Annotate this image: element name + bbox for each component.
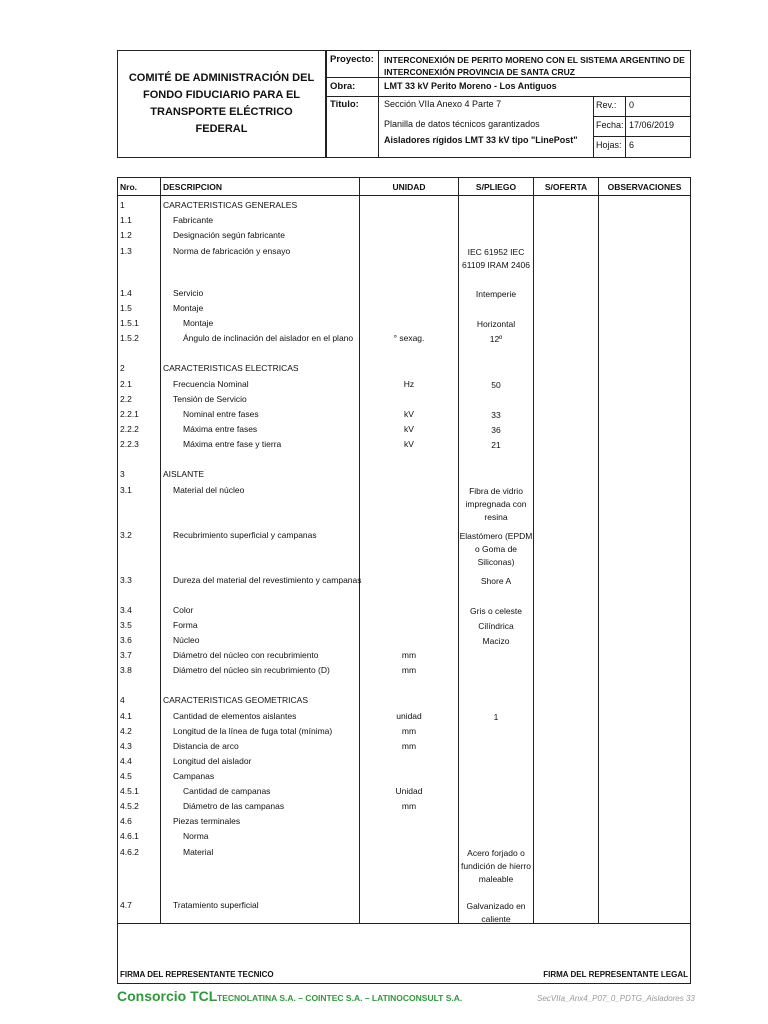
row-number: 2 [120,363,125,373]
row-spliego: Shore A [480,576,512,586]
row-spliego: Macizo [482,636,510,646]
row-description: Nominal entre fases [183,409,259,419]
page-footer [117,988,707,1008]
signature-tecnico: FIRMA DEL REPRESENTANTE TECNICO [120,970,274,979]
table-row [118,649,690,664]
header-unidad: UNIDAD [392,181,426,192]
row-number: 1.3 [120,246,132,256]
table-row [118,484,690,522]
row-unit: kV [404,439,414,449]
table-row [118,725,690,740]
row-number: 3.6 [120,635,132,645]
table-row [118,362,690,377]
row-spliego: Cilíndrica [478,621,514,631]
table-row [118,287,690,302]
row-description: Diámetro del núcleo con recubrimiento [173,650,319,660]
row-spliego: 1 [493,712,499,722]
row-description: Diámetro de las campanas [183,801,285,811]
row-description: Diámetro del núcleo sin recubrimiento (D) [173,665,330,675]
row-unit: mm [401,665,417,675]
divider [378,51,379,157]
row-description: Campanas [173,771,215,781]
row-number: 4.1 [120,711,132,721]
technical-data-table [117,177,691,924]
row-unit: mm [401,650,417,660]
row-number: 1.5 [120,303,132,313]
row-unit: Unidad [395,786,423,796]
row-number: 2.1 [120,379,132,389]
row-number: 4 [120,695,125,705]
row-description: Forma [173,620,198,630]
row-spliego: Horizontal [476,319,516,329]
row-number: 3.5 [120,620,132,630]
table-row [118,438,690,453]
row-spliego: IEC 61952 IEC 61109 IRAM 2406 [462,247,530,270]
row-unit: kV [404,424,414,434]
row-spliego: 21 [491,440,501,450]
row-number: 1.2 [120,230,132,240]
table-row [118,423,690,438]
row-description: Fabricante [173,215,214,225]
row-description: Máxima entre fases [183,424,258,434]
proyecto-value: INTERCONEXIÓN DE PERITO MORENO CON EL SISTEMA ARGENTINO DE INTERCONEXIÓN PROVINCIA DE SANTA CRUZ [384,55,685,77]
row-spliego: 33 [491,410,501,420]
row-number: 3.3 [120,575,132,585]
row-description: Tensión de Servicio [173,394,247,404]
row-description: Designación según fabricante [173,230,285,240]
row-number: 3.2 [120,530,132,540]
row-spliego: Fibra de vidrio impregnada con resina [465,486,527,522]
row-description: Núcleo [173,635,200,645]
row-unit: mm [401,801,417,811]
obra-label: Obra: [330,81,356,92]
table-row [118,770,690,785]
table-row [118,214,690,229]
row-number: 3.8 [120,665,132,675]
row-number: 1.5.2 [120,333,139,343]
committee-name: COMITÉ DE ADMINISTRACIÓN DEL FONDO FIDUCIARIO PARA EL TRANSPORTE ELÉCTRICO FEDERAL [118,51,326,157]
consortium-firms: TECNOLATINA S.A. – COINTEC S.A. – LATINOCONSULT S.A. [217,993,463,1003]
row-number: 4.7 [120,900,132,910]
table-row [118,393,690,408]
row-number: 4.5.2 [120,801,139,811]
header-soferta: S/OFERTA [544,181,588,192]
row-number: 3.4 [120,605,132,615]
row-number: 1.1 [120,215,132,225]
row-description: Tratamiento superficial [173,900,259,910]
table-row [118,800,690,815]
titulo-line1: Sección VIIa Anexo 4 Parte 7 [384,99,502,109]
row-unit: unidad [396,711,422,721]
proyecto-label: Proyecto: [330,54,374,65]
consortium-brand: Consorcio TCL [117,988,218,1004]
row-number: 2.2.3 [120,439,139,449]
row-description: Servicio [173,288,204,298]
row-unit: mm [401,726,417,736]
row-spliego: Intemperie [475,289,517,299]
rev-value: 0 [629,100,635,110]
row-number: 4.2 [120,726,132,736]
row-number: 4.6.2 [120,847,139,857]
table-row [118,634,690,649]
row-spliego: 12º [489,334,503,344]
obra-value: LMT 33 kV Perito Moreno - Los Antiguos [384,81,557,91]
row-unit: mm [401,741,417,751]
row-spliego: Elastómero (EPDM o Goma de Siliconas) [459,531,533,567]
row-unit: ° sexag. [393,333,425,343]
row-description: Longitud de la línea de fuga total (mínima) [173,726,333,736]
row-unit: Hz [403,379,415,389]
row-description: Norma de fabricación y ensayo [173,246,291,256]
row-spliego: 50 [491,380,501,390]
row-number: 2.2.2 [120,424,139,434]
row-number: 3.1 [120,485,132,495]
row-description: Montaje [173,303,204,313]
row-number: 3 [120,469,125,479]
row-number: 2.2 [120,394,132,404]
hojas-value: 6 [629,140,635,150]
rev-label: Rev.: [596,100,617,110]
row-description: Recubrimiento superficial y campanas [173,530,317,540]
row-number: 1.5.1 [120,318,139,328]
table-row [118,740,690,755]
header-spliego: S/PLIEGO [475,181,517,192]
row-description: Longitud del aislador [173,756,252,766]
titulo-line3: Aisladores rígidos LMT 33 kV tipo "LinePost" [384,135,578,145]
row-number: 4.3 [120,741,132,751]
row-number: 4.6.1 [120,831,139,841]
row-number: 4.5 [120,771,132,781]
table-row [118,199,690,214]
table-row [118,574,690,589]
row-description: AISLANTE [163,469,205,479]
row-description: Frecuencia Nominal [173,379,249,389]
table-row [118,664,690,679]
table-row [118,529,690,567]
divider [593,116,691,117]
row-spliego: Gris o celeste [470,606,522,616]
table-row [118,245,690,270]
header-divider [118,195,690,196]
row-description: Distancia de arco [173,741,239,751]
row-description: Norma [183,831,209,841]
row-description: Montaje [183,318,214,328]
row-spliego: 36 [491,425,501,435]
row-spliego: Acero forjado o fundición de hierro maleable [461,848,531,884]
row-description: CARACTERISTICAS GENERALES [163,200,298,210]
row-description: Cantidad de campanas [183,786,271,796]
row-description: Cantidad de elementos aislantes [173,711,297,721]
table-row [118,332,690,347]
row-description: Máxima entre fase y tierra [183,439,282,449]
row-description: Dureza del material del revestimiento y campanas [173,575,362,585]
table-row [118,815,690,830]
table-row [118,710,690,725]
table-row [118,899,690,924]
table-row [118,830,690,845]
row-description: Material del núcleo [173,485,245,495]
signature-legal: FIRMA DEL REPRESENTANTE LEGAL [543,970,688,979]
divider [326,51,327,157]
row-number: 1.4 [120,288,132,298]
signature-block [117,924,691,984]
row-description: Piezas terminales [173,816,241,826]
table-row [118,604,690,619]
table-row [118,408,690,423]
row-description: CARACTERISTICAS ELECTRICAS [163,363,299,373]
row-number: 2.2.1 [120,409,139,419]
divider [327,77,691,78]
table-row [118,694,690,709]
table-row [118,229,690,244]
table-row [118,619,690,634]
file-name: SecVIIa_Anx4_P07_0_PDTG_Aisladores 33 [537,994,695,1003]
row-description: Material [183,847,214,857]
row-number: 4.4 [120,756,132,766]
header-observaciones: OBSERVACIONES [607,181,682,192]
header-descripcion: DESCRIPCION [163,181,223,192]
titulo-label: Titulo: [330,99,359,110]
row-spliego: Galvanizado en caliente [466,901,526,924]
table-row [118,302,690,317]
row-number: 4.5.1 [120,786,139,796]
table-row [118,785,690,800]
row-description: CARACTERISTICAS GEOMETRICAS [163,695,308,705]
row-number: 4.6 [120,816,132,826]
row-description: Ángulo de inclinación del aislador en el plano [183,333,354,343]
divider [327,96,691,97]
table-row [118,755,690,770]
titulo-line2: Planilla de datos técnicos garantizados [384,119,540,129]
header-nro: Nro. [120,181,137,192]
row-unit: kV [404,409,414,419]
table-row [118,468,690,483]
fecha-value: 17/06/2019 [629,120,675,130]
row-description: Color [173,605,194,615]
table-row [118,317,690,332]
fecha-label: Fecha: [596,120,624,130]
table-row [118,378,690,393]
row-number: 3.7 [120,650,132,660]
hojas-label: Hojas: [596,140,622,150]
row-number: 1 [120,200,125,210]
table-row [118,846,690,884]
divider [593,136,691,137]
document-header [117,50,691,158]
